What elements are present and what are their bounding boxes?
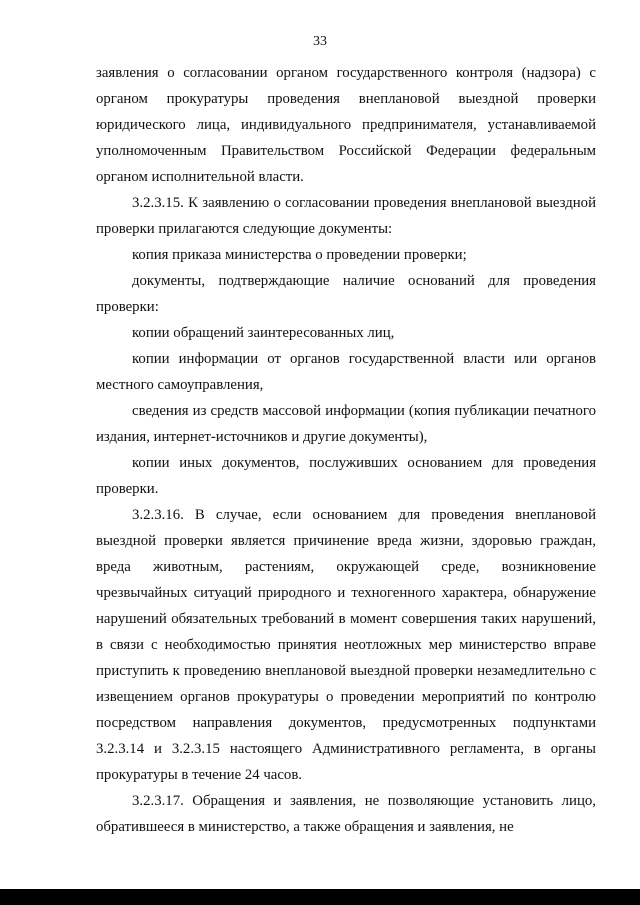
list-item-mass-media: сведения из средств массовой информации (копия публикации печатного издания, интернет-источников и другие документы), [96,403,596,445]
page-number: 33 [313,34,327,49]
list-item-order-copy: копия приказа министерства о проведении проверки; [132,247,467,263]
paragraph-continuation: заявления о согласовании органом государственного контроля (надзора) с органом прокуратуры проведения внеплановой выездной проверки юридического лица, индивидуального предпринимателя, устанавливаемой уполномоченным Правительством Российской Федерации федеральным органом исполнительной власти. [96,65,596,185]
list-item-appeals-copies: копии обращений заинтересованных лиц, [132,325,395,341]
scan-bottom-border [0,889,640,905]
list-item-grounds-documents: документы, подтверждающие наличие оснований для проведения проверки: [96,273,596,315]
paragraph-3-2-3-15: 3.2.3.15. К заявлению о согласовании проведения внеплановой выездной проверки прилагаются следующие документы: [96,195,596,237]
paragraph-3-2-3-16: 3.2.3.16. В случае, если основанием для проведения внеплановой выездной проверки является причинение вреда жизни, здоровью граждан, вреда животным, растениям, окружающей среде, возникновение чрезвычайных ситуаций природного и техногенного характера, обнаружение нарушений обязательных требований в момент совершения таких нарушений, в связи с необходимостью принятия неотложных мер министерство вправе приступить к проведению внеплановой выездной проверки незамедлительно с извещением органов прокуратуры о проведении мероприятий по контролю посредством направления документов, предусмотренных подпунктами 3.2.3.14 и 3.2.3.15 настоящего Административного регламента, в органы прокуратуры в течение 24 часов. [96,507,596,783]
list-item-other-documents: копии иных документов, послуживших основанием для проведения проверки. [96,455,596,497]
document-body [96,60,596,840]
paragraph-3-2-3-17: 3.2.3.17. Обращения и заявления, не позволяющие установить лицо, обратившееся в министерство, а также обращения и заявления, не [96,793,596,835]
list-item-authorities-info: копии информации от органов государственной власти или органов местного самоуправления, [96,351,596,393]
